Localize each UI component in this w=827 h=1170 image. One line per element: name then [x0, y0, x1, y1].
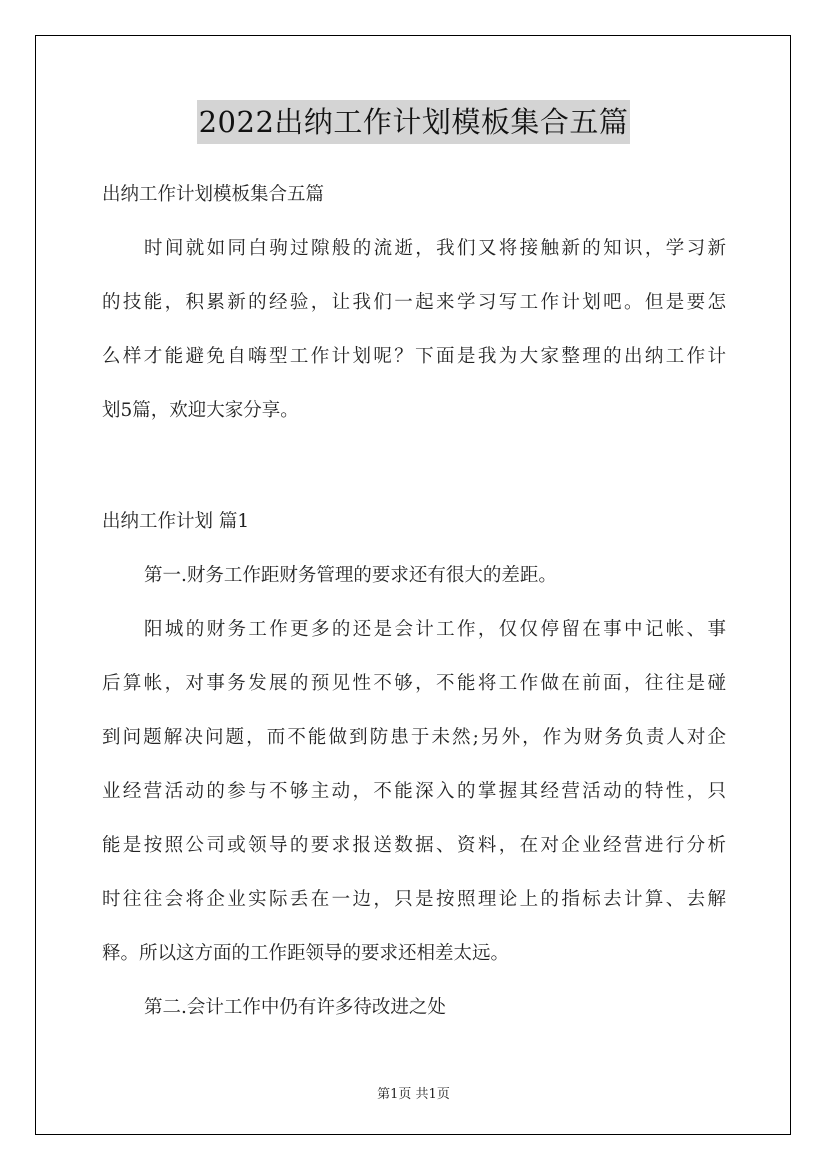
paragraph-line: 到问题解决问题，而不能做到防患于未然;另外，作为财务负责人对企 [102, 727, 726, 748]
subtitle-line: 出纳工作计划模板集合五篇 [102, 184, 325, 205]
section-heading: 出纳工作计划 篇1 [102, 511, 250, 532]
paragraph-line: 时往往会将企业实际丢在一边，只是按照理论上的指标去计算、去解 [102, 889, 726, 910]
paragraph-line: 释。所以这方面的工作距领导的要求还相差太远。 [102, 943, 510, 964]
paragraph-line: 第二.会计工作中仍有许多待改进之处 [144, 997, 446, 1018]
paragraph-line: 的技能，积累新的经验，让我们一起来学习写工作计划吧。但是要怎 [102, 292, 726, 313]
title-container [0, 100, 827, 144]
paragraph-line: 第一.财务工作距财务管理的要求还有很大的差距。 [144, 565, 557, 586]
paragraph-line: 能是按照公司或领导的要求报送数据、资料，在对企业经营进行分析 [102, 835, 726, 856]
page-footer: 第1页 共1页 [377, 1087, 450, 1102]
paragraph-line: 业经营活动的参与不够主动，不能深入的掌握其经营活动的特性，只 [102, 781, 726, 802]
paragraph-line: 划5篇，欢迎大家分享。 [102, 400, 299, 421]
paragraph-line: 后算帐，对事务发展的预见性不够，不能将工作做在前面，往往是碰 [102, 673, 726, 694]
paragraph-line: 时间就如同白驹过隙般的流逝，我们又将接触新的知识，学习新 [144, 238, 726, 259]
paragraph-line: 么样才能避免自嗨型工作计划呢？下面是我为大家整理的出纳工作计 [102, 346, 726, 367]
paragraph-line: 阳城的财务工作更多的还是会计工作，仅仅停留在事中记帐、事 [144, 619, 726, 640]
document-title: 2022出纳工作计划模板集合五篇 [197, 100, 631, 144]
